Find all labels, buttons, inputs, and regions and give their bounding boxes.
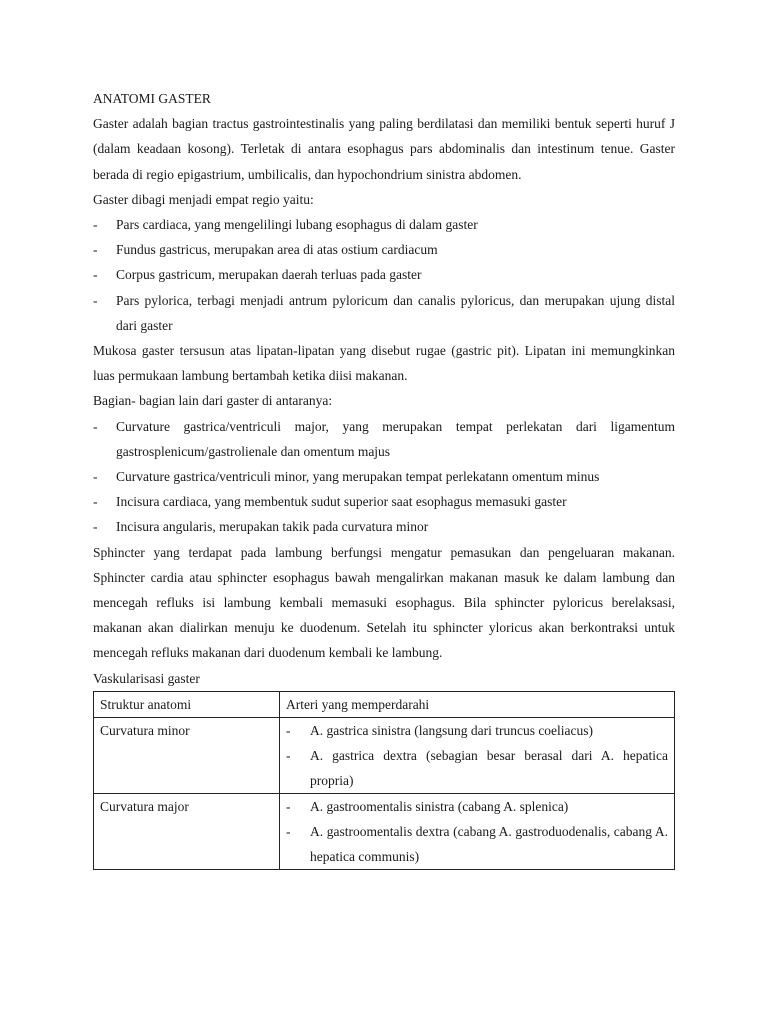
intro-paragraph: Gaster adalah bagian tractus gastrointestinalis yang paling berdilatasi dan memiliki bentuk seperti huruf J (dalam keadaan kosong). Terletak di antara esophagus pars abdominalis dan intestinum tenue. Gaster berada di regio epigastrium, umbilicalis, dan hypochondrium sinistra abdomen. — [93, 116, 675, 182]
table-header-cell: Struktur anatomi — [94, 691, 280, 717]
document-title: ANATOMI GASTER — [93, 91, 211, 106]
table-cell-arteri — [280, 793, 675, 869]
regio-list — [93, 212, 675, 338]
bagian-intro: Bagian- bagian lain dari gaster di antaranya: — [93, 393, 333, 409]
table-header-cell: Arteri yang memperdarahi — [280, 691, 675, 717]
list-item: - Fundus gastricus, merupakan area di atas ostium cardiacum — [93, 237, 675, 262]
arteri-list — [286, 718, 668, 793]
table-row — [94, 717, 675, 793]
vaskularisasi-title: Vaskularisasi gaster — [93, 670, 200, 686]
table-cell-struktur: Curvatura minor — [94, 717, 280, 793]
vaskularisasi-table — [93, 691, 675, 870]
list-item: - Pars pylorica, terbagi menjadi antrum pyloricum dan canalis pyloricus, dan merupakan ujung distal dari gaster — [93, 288, 675, 338]
sphincter-paragraph: Sphincter yang terdapat pada lambung berfungsi mengatur pemasukan dan pengeluaran makanan. Sphincter cardia atau sphincter esophagus bawah mengalirkan makanan masuk ke dalam lambung dan mencegah refluks isi lambung kembali memasuki esophagus. Bila sphincter pyloricus berelaksasi, makanan akan dialirkan menuju ke duodenum. Setelah itu sphincter yloricus akan berkontraksi untuk mencegah refluks makanan dari duodenum kembali ke lambung. — [93, 544, 675, 661]
arteri-list — [286, 794, 668, 869]
table-cell-struktur: Curvatura major — [94, 793, 280, 869]
table-row — [94, 793, 675, 869]
list-item: - A. gastrica dextra (sebagian besar berasal dari A. hepatica propria) — [286, 743, 668, 793]
list-item: - A. gastroomentalis dextra (cabang A. gastroduodenalis, cabang A. hepatica communis) — [286, 819, 668, 869]
table-header-row — [94, 691, 675, 717]
list-item: - A. gastrica sinistra (langsung dari truncus coeliacus) — [286, 718, 668, 743]
bagian-list — [93, 414, 675, 540]
list-item: - Incisura angularis, merupakan takik pada curvatura minor — [93, 514, 675, 539]
list-item: - Corpus gastricum, merupakan daerah terluas pada gaster — [93, 262, 675, 287]
list-item: - Incisura cardiaca, yang membentuk sudut superior saat esophagus memasuki gaster — [93, 489, 675, 514]
regio-intro: Gaster dibagi menjadi empat regio yaitu: — [93, 191, 314, 207]
list-item: - Curvature gastrica/ventriculi minor, yang merupakan tempat perlekatann omentum minus — [93, 464, 675, 489]
table-cell-arteri — [280, 717, 675, 793]
mukosa-paragraph: Mukosa gaster tersusun atas lipatan-lipatan yang disebut rugae (gastric pit). Lipatan ini memungkinkan luas permukaan lambung bertambah ketika diisi makanan. — [93, 343, 675, 384]
list-item: - Pars cardiaca, yang mengelilingi lubang esophagus di dalam gaster — [93, 212, 675, 237]
document-body — [93, 86, 675, 870]
list-item: - Curvature gastrica/ventriculi major, yang merupakan tempat perlekatan dari ligamentum gastrosplenicum/gastrolienale dan omentum majus — [93, 414, 675, 464]
list-item: - A. gastroomentalis sinistra (cabang A. splenica) — [286, 794, 668, 819]
